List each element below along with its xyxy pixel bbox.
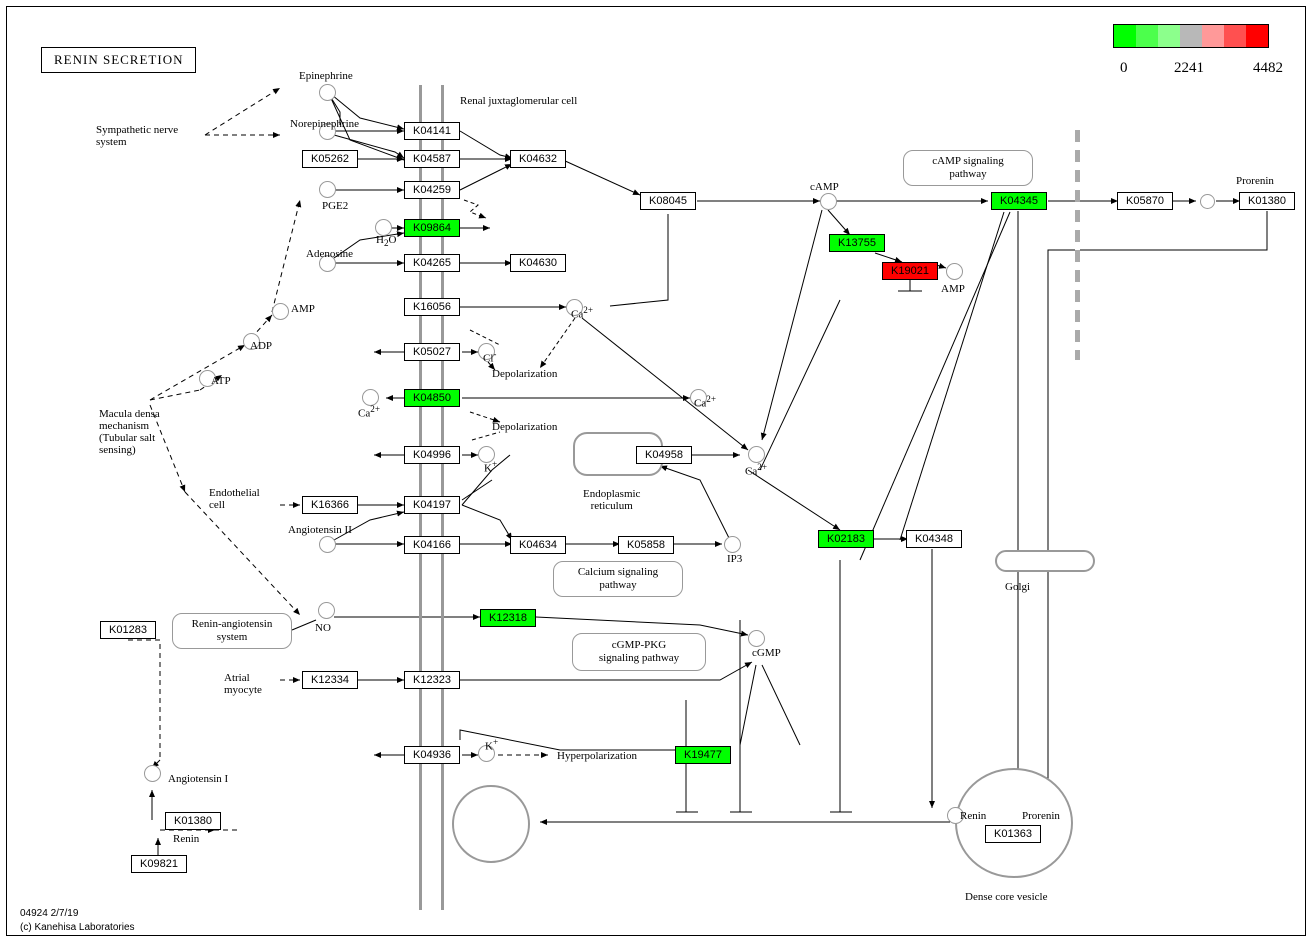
- ko-node-K04197[interactable]: K04197: [404, 496, 460, 514]
- ko-node-K05858[interactable]: K05858: [618, 536, 674, 554]
- angiotensin-i-label: Angiotensin I: [168, 773, 229, 785]
- ko-node-K04850[interactable]: K04850: [404, 389, 460, 407]
- ko-node-K04166[interactable]: K04166: [404, 536, 460, 554]
- legend-gradient: [1113, 24, 1269, 48]
- legend-cell: [1158, 25, 1180, 47]
- dense-core-vesicle-shape: [955, 768, 1073, 878]
- macula-densa-label: Macula densa mechanism (Tubular salt sensing): [99, 408, 160, 456]
- camp-node[interactable]: [820, 193, 837, 210]
- ko-node-K08045[interactable]: K08045: [640, 192, 696, 210]
- endothelial-cell-label: Endothelial cell: [209, 487, 260, 511]
- ko-node-K16366[interactable]: K16366: [302, 496, 358, 514]
- ko-node-K04259[interactable]: K04259: [404, 181, 460, 199]
- chloride-label: Cl-: [483, 349, 497, 365]
- legend-min: 0: [1120, 60, 1128, 76]
- ko-node-K04634[interactable]: K04634: [510, 536, 566, 554]
- hyperpolarization-label: Hyperpolarization: [557, 750, 638, 762]
- ko-node-K01363[interactable]: K01363: [985, 825, 1041, 843]
- ko-node-K12334[interactable]: K12334: [302, 671, 358, 689]
- renin-angiotensin-system-label: Renin-angiotensin system: [191, 618, 273, 643]
- angiotensin-ii-node[interactable]: [319, 536, 336, 553]
- legend-mid: 2241: [1174, 60, 1204, 76]
- angiotensin-ii-label: Angiotensin II: [288, 524, 352, 536]
- ip3-label: IP3: [727, 553, 743, 565]
- ip3-node[interactable]: [724, 536, 741, 553]
- amp-left-node[interactable]: [272, 303, 289, 320]
- legend-cell: [1136, 25, 1158, 47]
- calcium-extracellular-label: $Ca^{2+}$: [571, 305, 593, 321]
- cgmp-label: cGMP: [752, 647, 781, 659]
- amp-left-label: AMP: [291, 303, 315, 315]
- ko-node-K16056[interactable]: K16056: [404, 298, 460, 316]
- no-node[interactable]: [318, 602, 335, 619]
- prorenin-top-label: Prorenin: [1236, 175, 1274, 187]
- norepinephrine-label: Norepinephrine: [290, 118, 360, 130]
- glomerulus-shape: [452, 785, 530, 863]
- ko-node-K04265[interactable]: K04265: [404, 254, 460, 272]
- camp-signaling-pathway-label: cAMP signaling pathway: [932, 155, 1004, 180]
- endoplasmic-reticulum-label: Endoplasmic reticulum: [583, 488, 641, 512]
- renin-left-label: Renin: [173, 833, 200, 845]
- calcium-cytosol-label: $Ca^{2+}$: [745, 462, 767, 478]
- ko-node-K05262[interactable]: K05262: [302, 150, 358, 168]
- cgmp-node[interactable]: [748, 630, 765, 647]
- sympathetic-nerve-system-label: Sympathetic nerve system: [96, 124, 179, 148]
- ko-node-K01283[interactable]: K01283: [100, 621, 156, 639]
- ko-node-K05027[interactable]: K05027: [404, 343, 460, 361]
- ko-node-K09821[interactable]: K09821: [131, 855, 187, 873]
- adenosine-label: Adenosine: [306, 248, 354, 260]
- prorenin-top-node[interactable]: [1200, 194, 1215, 209]
- atrial-myocyte-label: Atrial myocyte: [224, 672, 262, 696]
- ko-node-K04141[interactable]: K04141: [404, 122, 460, 140]
- epinephrine-label: Epinephrine: [299, 70, 353, 82]
- legend-cell: [1224, 25, 1246, 47]
- calcium-left-label: $Ca^{2+}$: [358, 404, 380, 420]
- ko-node-K04348[interactable]: K04348: [906, 530, 962, 548]
- ko-node-K13755[interactable]: K13755: [829, 234, 885, 252]
- ko-node-K04587[interactable]: K04587: [404, 150, 460, 168]
- legend-cell: [1114, 25, 1136, 47]
- secretion-membrane-dashed: [1075, 130, 1080, 360]
- dense-core-vesicle-label: Dense core vesicle: [965, 891, 1048, 903]
- calcium-mid-label: $Ca^{2+}$: [694, 394, 716, 410]
- prorenin-vesicle-label: Prorenin: [1022, 810, 1060, 822]
- ko-node-K01380-secreted[interactable]: K01380: [165, 812, 221, 830]
- legend-cell: [1202, 25, 1224, 47]
- footer-line-1: 04924 2/7/19: [20, 908, 79, 919]
- ko-node-K04630[interactable]: K04630: [510, 254, 566, 272]
- pge2-label: PGE2: [322, 200, 349, 212]
- renin-angiotensin-system-box[interactable]: [172, 613, 292, 649]
- adp-label: ADP: [250, 340, 273, 352]
- golgi-shape: [995, 550, 1095, 572]
- ko-node-K12318[interactable]: K12318: [480, 609, 536, 627]
- calcium-signaling-pathway-label: Calcium signaling pathway: [577, 566, 659, 591]
- pge2-node[interactable]: [319, 181, 336, 198]
- epinephrine-node[interactable]: [319, 84, 336, 101]
- no-label: NO: [315, 622, 331, 634]
- camp-label: cAMP: [810, 181, 839, 193]
- ko-node-K04345[interactable]: K04345: [991, 192, 1047, 210]
- cgmp-pkg-signaling-pathway-label: cGMP-PKG signaling pathway: [598, 639, 680, 664]
- ko-node-K05870[interactable]: K05870: [1117, 192, 1173, 210]
- ko-node-K19477[interactable]: K19477: [675, 746, 731, 764]
- ko-node-K04936[interactable]: K04936: [404, 746, 460, 764]
- ko-node-K12323[interactable]: K12323: [404, 671, 460, 689]
- golgi-label: Golgi: [1005, 581, 1031, 593]
- ko-node-K02183[interactable]: K02183: [818, 530, 874, 548]
- renin-vesicle-label: Renin: [960, 810, 987, 822]
- renal-juxtaglomerular-cell-label: Renal juxtaglomerular cell: [460, 95, 578, 107]
- atp-label: ATP: [211, 375, 231, 387]
- footer-line-2: (c) Kanehisa Laboratories: [20, 922, 135, 933]
- camp-signaling-pathway-box[interactable]: [903, 150, 1033, 186]
- ko-node-K04632[interactable]: K04632: [510, 150, 566, 168]
- ko-node-K09864[interactable]: K09864: [404, 219, 460, 237]
- amp-right-node[interactable]: [946, 263, 963, 280]
- cgmp-pkg-signaling-pathway-box[interactable]: [572, 633, 706, 671]
- depolarization-1-label: Depolarization: [492, 368, 558, 380]
- angiotensin-i-node[interactable]: [144, 765, 161, 782]
- legend-cell: [1180, 25, 1202, 47]
- calcium-signaling-pathway-box[interactable]: [553, 561, 683, 597]
- potassium-2-label: K+: [485, 737, 499, 753]
- legend-max: 4482: [1253, 60, 1283, 76]
- amp-right-label: AMP: [941, 283, 965, 295]
- page-title: RENIN SECRETION: [41, 47, 196, 73]
- h2o-label: $H_2O$: [376, 234, 397, 249]
- depolarization-2-label: Depolarization: [492, 421, 558, 433]
- ko-node-K04958[interactable]: K04958: [636, 446, 692, 464]
- ko-node-K19021[interactable]: K19021: [882, 262, 938, 280]
- legend-cell: [1246, 25, 1268, 47]
- ko-node-K01380[interactable]: K01380: [1239, 192, 1295, 210]
- potassium-1-label: K+: [484, 459, 498, 475]
- ko-node-K04996[interactable]: K04996: [404, 446, 460, 464]
